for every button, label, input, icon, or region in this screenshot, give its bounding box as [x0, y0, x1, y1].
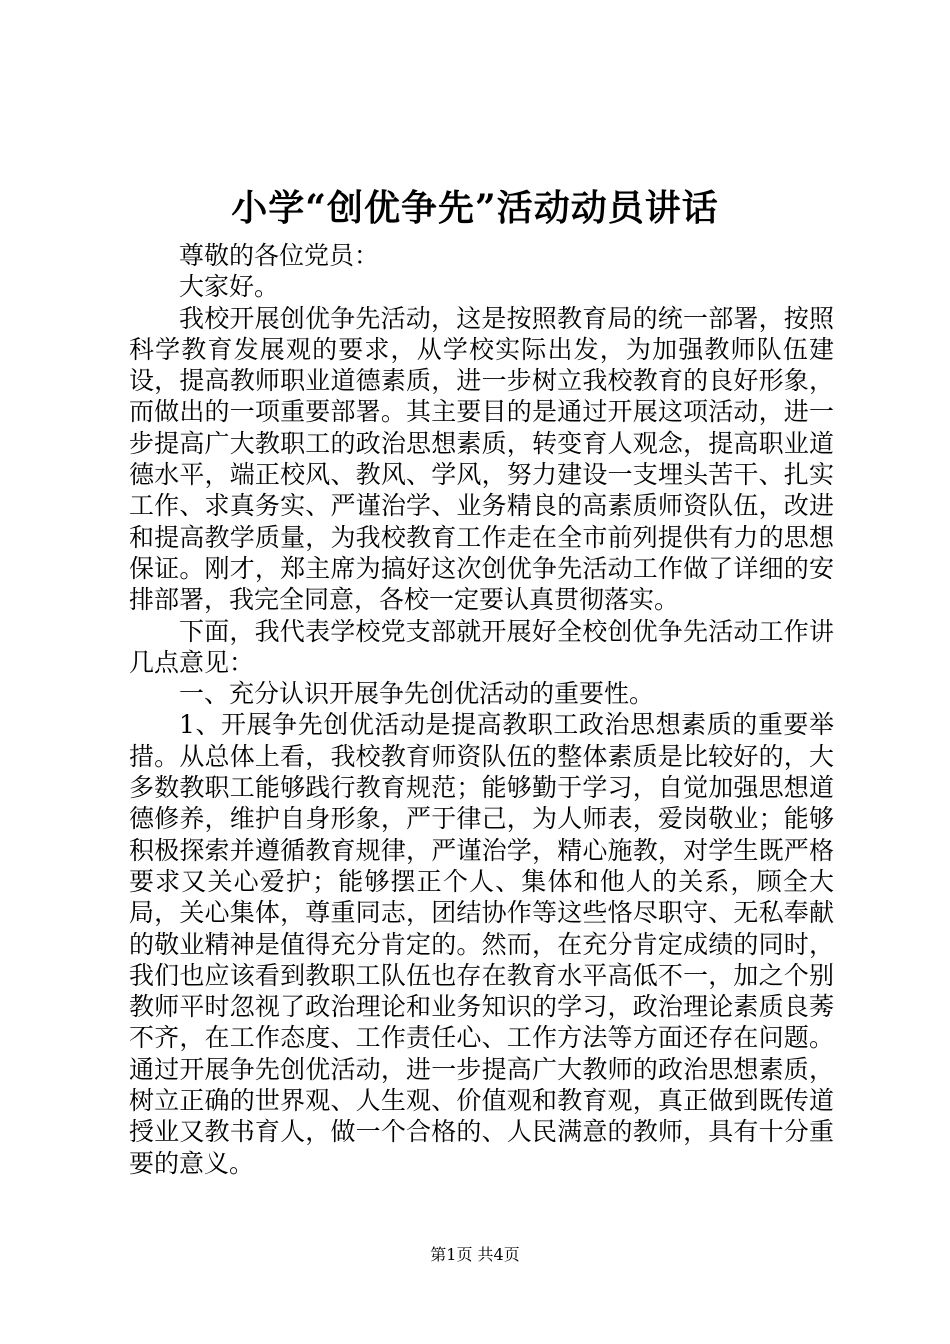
page-number: 第1页 共4页: [430, 1245, 520, 1264]
paragraph-point-1: 1、开展争先创优活动是提高教职工政治思想素质的重要举措。从总体上看，我校教育师资队伍的整体素质是比较好的，大多数教职工能够践行教育规范；能够勤于学习，自觉加强思想道德修养，维护自身形象，严于律己，为人师表，爱岗敬业；能够积极探索并遵循教育规律，严谨治学，精心施教，对学生既严格要求又关心爱护；能够摆正个人、集体和他人的关系，顾全大局，关心集体，尊重同志，团结协作等这些恪尽职守、无私奉献的敬业精神是值得充分肯定的。然而，在充分肯定成绩的同时，我们也应该看到教职工队伍也存在教育水平高低不一，加之个别教师平时忽视了政治理论和业务知识的学习，政治理论素质良莠不齐，在工作态度、工作责任心、工作方法等方面还存在问题。通过开展争先创优活动，进一步提高广大教师的政治思想素质，树立正确的世界观、人生观、价值观和教育观，真正做到既传道授业又教书育人，做一个合格的、人民满意的教师，具有十分重要的意义。: [129, 710, 834, 1178]
document-title: 小学“创优争先”活动动员讲话: [231, 187, 719, 229]
paragraph-transition: 下面，我代表学校党支部就开展好全校创优争先活动工作讲几点意见：: [129, 616, 834, 677]
section-heading-1: 一、充分认识开展争先创优活动的重要性。: [179, 679, 655, 709]
document-body: [129, 240, 834, 1179]
greeting: 大家好。: [179, 272, 280, 302]
paragraph-intro: 我校开展创优争先活动，这是按照教育局的统一部署，按照科学教育发展观的要求，从学校实际出发，为加强教师队伍建设，提高教师职业道德素质，进一步树立我校教育的良好形象，而做出的一项重要部署。其主要目的是通过开展这项活动，进一步提高广大教职工的政治思想素质，转变育人观念，提高职业道德水平，端正校风、教风、学风，努力建设一支埋头苦干、扎实工作、求真务实、严谨治学、业务精良的高素质师资队伍，改进和提高教学质量，为我校教育工作走在全市前列提供有力的思想保证。刚才，郑主席为搞好这次创优争先活动工作做了详细的安排部署，我完全同意，各校一定要认真贯彻落实。: [129, 303, 834, 615]
salutation: 尊敬的各位党员：: [179, 241, 380, 270]
